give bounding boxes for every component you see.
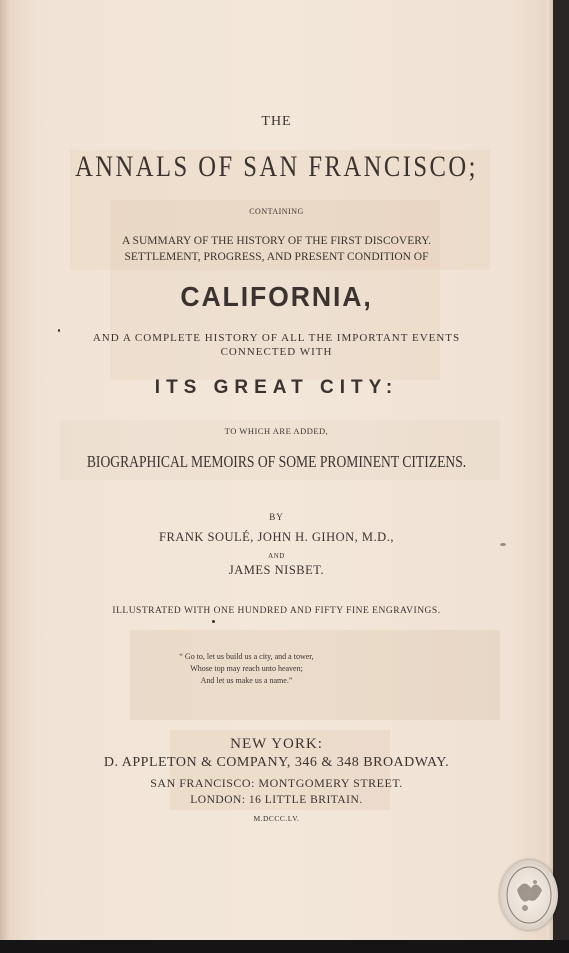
containing-label: CONTAINING bbox=[249, 207, 304, 216]
ink-speck bbox=[212, 620, 215, 623]
imprint-city: NEW YORK: bbox=[230, 736, 323, 752]
and-label: AND bbox=[268, 552, 285, 560]
imprint-london: LONDON: 16 LITTLE BRITAIN. bbox=[190, 794, 363, 806]
authors-line-1: FRANK SOULÉ, JOHN H. GIHON, M.D., bbox=[159, 530, 394, 544]
authors-line-2: JAMES NISBET. bbox=[228, 563, 325, 577]
show-through-illustration bbox=[130, 630, 500, 720]
imprint-publisher: D. APPLETON & COMPANY, 346 & 348 BROADWAY. bbox=[103, 755, 450, 770]
epigraph-line-2: Whose top may reach unto heaven; bbox=[190, 664, 303, 673]
epigraph-line-1: “ Go to, let us build us a city, and a tower, bbox=[179, 652, 314, 661]
great-city-heading: ITS GREAT CITY: bbox=[154, 377, 399, 398]
background-right bbox=[553, 0, 569, 953]
history-line-2: CONNECTED WITH bbox=[220, 346, 333, 358]
by-label: BY bbox=[269, 512, 284, 522]
ink-speck bbox=[500, 543, 506, 546]
seal-ornament-icon bbox=[500, 860, 558, 930]
seal-stamp-icon bbox=[500, 860, 558, 930]
memoirs-line: BIOGRAPHICAL MEMOIRS OF SOME PROMINENT CITIZENS. bbox=[86, 452, 467, 471]
added-label: TO WHICH ARE ADDED, bbox=[224, 426, 329, 436]
history-line-1: AND A COMPLETE HISTORY OF ALL THE IMPORTANT EVENTS bbox=[92, 332, 461, 344]
publication-year: M.DCCC.LV. bbox=[253, 814, 300, 823]
illustrated-line: ILLUSTRATED WITH ONE HUNDRED AND FIFTY FINE ENGRAVINGS. bbox=[112, 606, 441, 616]
summary-line-2: SETTLEMENT, PROGRESS, AND PRESENT CONDITION OF bbox=[124, 251, 429, 263]
main-title: ANNALS OF SAN FRANCISCO; bbox=[75, 150, 478, 183]
title-article: THE bbox=[261, 114, 292, 129]
epigraph-line-3: And let us make us a name.” bbox=[200, 676, 293, 685]
california-heading: CALIFORNIA, bbox=[180, 281, 373, 312]
ink-speck bbox=[58, 329, 60, 332]
imprint-san-francisco: SAN FRANCISCO: MONTGOMERY STREET. bbox=[150, 776, 403, 790]
summary-line-1: A SUMMARY OF THE HISTORY OF THE FIRST DISCOVERY. bbox=[122, 235, 431, 247]
background-bottom bbox=[0, 940, 569, 953]
